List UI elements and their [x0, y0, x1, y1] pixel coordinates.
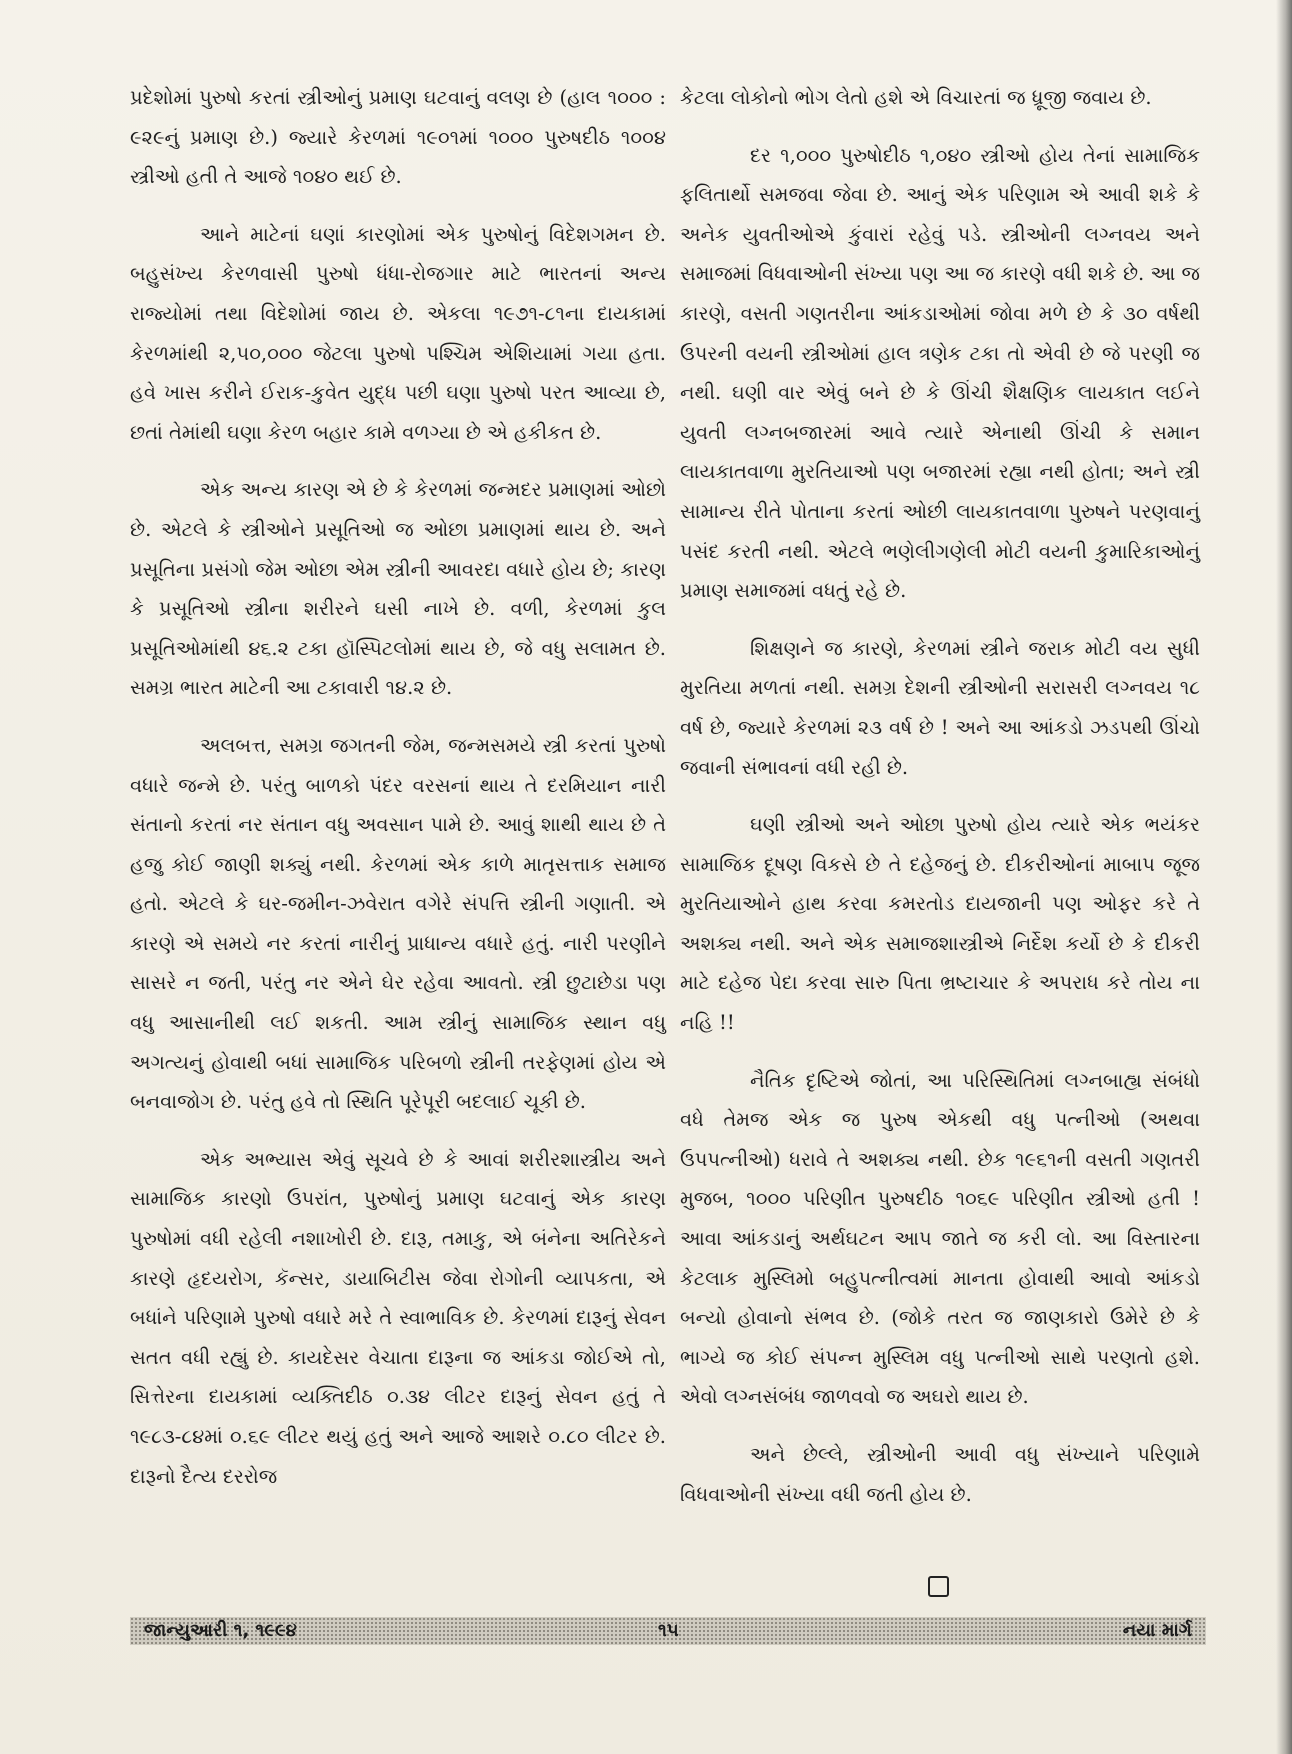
scan-edge-shadow: [1276, 0, 1292, 1754]
article-end-square-icon: [928, 1576, 949, 1597]
right-column: [680, 78, 1200, 1532]
page-footer: [130, 1617, 1206, 1645]
left-column: [130, 78, 666, 1514]
paragraph: શિક્ષણને જ કારણે, કેરળમાં સ્ત્રીને જરાક મોટી વય સુધી મુરતિયા મળતાં નથી. સમગ્ર દેશની સ્ત્રીઓની સરાસરી લગ્નવય ૧૮ વર્ષ છે, જ્યારે કેરળમાં ૨૩ વર્ષ છે ! અને આ આંકડો ઝડપથી ઊંચો જવાની સંભાવનાં વધી રહી છે.: [680, 636, 1200, 779]
paragraph: અલબત્ત, સમગ્ર જગતની જેમ, જન્મસમયે સ્ત્રી કરતાં પુરુષો વધારે જન્મે છે. પરંતુ બાળકો પંદર વરસનાં થાય તે દરમિયાન નારી સંતાનો કરતાં નર સંતાન વધુ અવસાન પામે છે. આવું શાથી થાય છે તે હજુ કોઈ જાણી શક્યું નથી. કેરળમાં એક કાળે માતૃસત્તાક સમાજ હતો. એટલે કે ઘર-જમીન-ઝવેરાત વગેરે સંપત્તિ સ્ત્રીની ગણાતી. એ કારણે એ સમયે નર કરતાં નારીનું પ્રાધાન્ય વધારે હતું. નારી પરણીને સાસરે ન જતી, પરંતુ નર એને ઘેર રહેવા આવતો. સ્ત્રી છુટાછેડા પણ વધુ આસાનીથી લઈ શકતી. આમ સ્ત્રીનું સામાજિક સ્થાન વધુ અગત્યનું હોવાથી બધાં સામાજિક પરિબળો સ્ત્રીની તરફેણમાં હોય એ બનવાજોગ છે. પરંતુ હવે તો સ્થિતિ પૂરેપૂરી બદલાઈ ચૂકી છે.: [130, 733, 666, 1114]
paragraph: અને છેલ્લે, સ્ત્રીઓની આવી વધુ સંખ્યાને પરિણામે વિધવાઓની સંખ્યા વધી જતી હોય છે.: [680, 1443, 1200, 1506]
paragraph: પ્રદેશોમાં પુરુષો કરતાં સ્ત્રીઓનું પ્રમાણ ઘટવાનું વલણ છે (હાલ ૧૦૦૦ : ૯૨૯નું પ્રમાણ છે.) જ્યારે કેરળમાં ૧૯૦૧માં ૧૦૦૦ પુરુષદીઠ ૧૦૦૪ સ્ત્રીઓ હતી તે આજે ૧૦૪૦ થઈ છે.: [130, 86, 666, 189]
paragraph: નૈતિક દૃષ્ટિએ જોતાં, આ પરિસ્થિતિમાં લગ્નબાહ્ય સંબંધો વધે તેમજ એક જ પુરુષ એકથી વધુ પત્નીઓ (અથવા ઉપપત્નીઓ) ધરાવે તે અશક્ય નથી. છેક ૧૯૬૧ની વસતી ગણતરી મુજબ, ૧૦૦૦ પરિણીત પુરુષદીઠ ૧૦૬૯ પરિણીત સ્ત્રીઓ હતી ! આવા આંકડાનું અર્થઘટન આપ જાતે જ કરી લો. આ વિસ્તારના કેટલાક મુસ્લિમો બહુપત્નીત્વમાં માનતા હોવાથી આવો આંકડો બન્યો હોવાનો સંભવ છે. (જોકે તરત જ જાણકારો ઉમેરે છે કે ભાગ્યે જ કોઈ સંપન્ન મુસ્લિમ વધુ પત્નીઓ સાથે પરણતો હશે. એવો લગ્નસંબંધ જાળવવો જ અઘરો થાય છે.: [680, 1068, 1200, 1409]
paragraph: એક અન્ય કારણ એ છે કે કેરળમાં જન્મદર પ્રમાણમાં ઓછો છે. એટલે કે સ્ત્રીઓને પ્રસૂતિઓ જ ઓછા પ્રમાણમાં થાય છે. અને પ્રસૂતિના પ્રસંગો જેમ ઓછા એમ સ્ત્રીની આવરદા વધારે હોય છે; કારણ કે પ્રસૂતિઓ સ્ત્રીના શરીરને ઘસી નાખે છે. વળી, કેરળમાં કુલ પ્રસૂતિઓમાંથી ૪૬.૨ ટકા હૉસ્પિટલોમાં થાય છે, જે વધુ સલામત છે. સમગ્ર ભારત માટેની આ ટકાવારી ૧૪.૨ છે.: [130, 478, 666, 700]
paragraph: દર ૧,૦૦૦ પુરુષોદીઠ ૧,૦૪૦ સ્ત્રીઓ હોય તેનાં સામાજિક ફલિતાર્થો સમજવા જેવા છે. આનું એક પરિણામ એ આવી શકે કે અનેક યુવતીઓએ કુંવારાં રહેવું પડે. સ્ત્રીઓની લગ્નવય અને સમાજમાં વિધવાઓની સંખ્યા પણ આ જ કારણે વધી શકે છે. આ જ કારણે, વસતી ગણતરીના આંકડાઓમાં જોવા મળે છે કે ૩૦ વર્ષથી ઉપરની વયની સ્ત્રીઓમાં હાલ ત્રણેક ટકા તો એવી છે જે પરણી જ નથી. ઘણી વાર એવું બને છે કે ઊંચી શૈક્ષણિક લાયકાત લઈને યુવતી લગ્નબજારમાં આવે ત્યારે એનાથી ઊંચી કે સમાન લાયકાતવાળા મુરતિયાઓ પણ બજારમાં રહ્યા નથી હોતા; અને સ્ત્રી સામાન્ય રીતે પોતાના કરતાં ઓછી લાયકાતવાળા પુરુષને પરણવાનું પસંદ કરતી નથી. એટલે ભણેલીગણેલી મોટી વયની કુમારિકાઓનું પ્રમાણ સમાજમાં વધતું રહે છે.: [680, 143, 1200, 603]
paragraph: કેટલા લોકોનો ભોગ લેતો હશે એ વિચારતાં જ ધ્રૂજી જવાય છે.: [680, 86, 1152, 109]
footer-date: જાન્યુઆરી ૧, ૧૯૯૪: [144, 1620, 297, 1641]
page-number: ૧૫: [658, 1620, 679, 1641]
paragraph: એક અભ્યાસ એવું સૂચવે છે કે આવાં શરીરશાસ્ત્રીય અને સામાજિક કારણો ઉપરાંત, પુરુષોનું પ્રમાણ ઘટવાનું એક કારણ પુરુષોમાં વધી રહેલી નશાખોરી છે. દારૂ, તમાકુ, એ બંનેના અતિરેકને કારણે હૃદયરોગ, કૅન્સર, ડાયાબિટીસ જેવા રોગોની વ્યાપકતા, એ બધાંને પરિણામે પુરુષો વધારે મરે તે સ્વાભાવિક છે. કેરળમાં દારૂનું સેવન સતત વધી રહ્યું છે. કાયદેસર વેચાતા દારૂના જ આંકડા જોઈએ તો, સિત્તેરના દાયકામાં વ્યક્તિદીઠ ૦.૩૪ લીટર દારૂનું સેવન હતું તે ૧૯૮૩-૮૪માં ૦.૬૯ લીટર થયું હતું અને આજે આશરે ૦.૮૦ લીટર છે. દારૂનો દૈત્ય દરરોજ: [130, 1147, 666, 1488]
paragraph: આને માટેનાં ઘણાં કારણોમાં એક પુરુષોનું વિદેશગમન છે. બહુસંખ્ય કેરળવાસી પુરુષો ધંધા-રોજગાર માટે ભારતનાં અન્ય રાજ્યોમાં તથા વિદેશોમાં જાય છે. એકલા ૧૯૭૧-૮૧ના દાયકામાં કેરળમાંથી ૨,૫૦,૦૦૦ જેટલા પુરુષો પશ્ચિમ એશિયામાં ગયા હતા. હવે ખાસ કરીને ઈરાક-કુવેત યુદ્ધ પછી ઘણા પુરુષો પરત આવ્યા છે, છતાં તેમાંથી ઘણા કેરળ બહાર કામે વળગ્યા છે એ હકીકત છે.: [130, 222, 666, 444]
paragraph: ઘણી સ્ત્રીઓ અને ઓછા પુરુષો હોય ત્યારે એક ભયંકર સામાજિક દૂષણ વિકસે છે તે દહેજનું છે. દીકરીઓનાં માબાપ જૂજ મુરતિયાઓને હાથ કરવા કમરતોડ દાયજાની પણ ઓફર કરે તે અશક્ય નથી. અને એક સમાજશાસ્ત્રીએ નિર્દેશ કર્યો છે કે દીકરી માટે દહેજ પેદા કરવા સારુ પિતા ભ્રષ્ટાચાર કે અપરાધ કરે તોય ના નહિ !!: [680, 813, 1200, 1035]
magazine-name: નયા માર્ગ: [1122, 1620, 1192, 1641]
